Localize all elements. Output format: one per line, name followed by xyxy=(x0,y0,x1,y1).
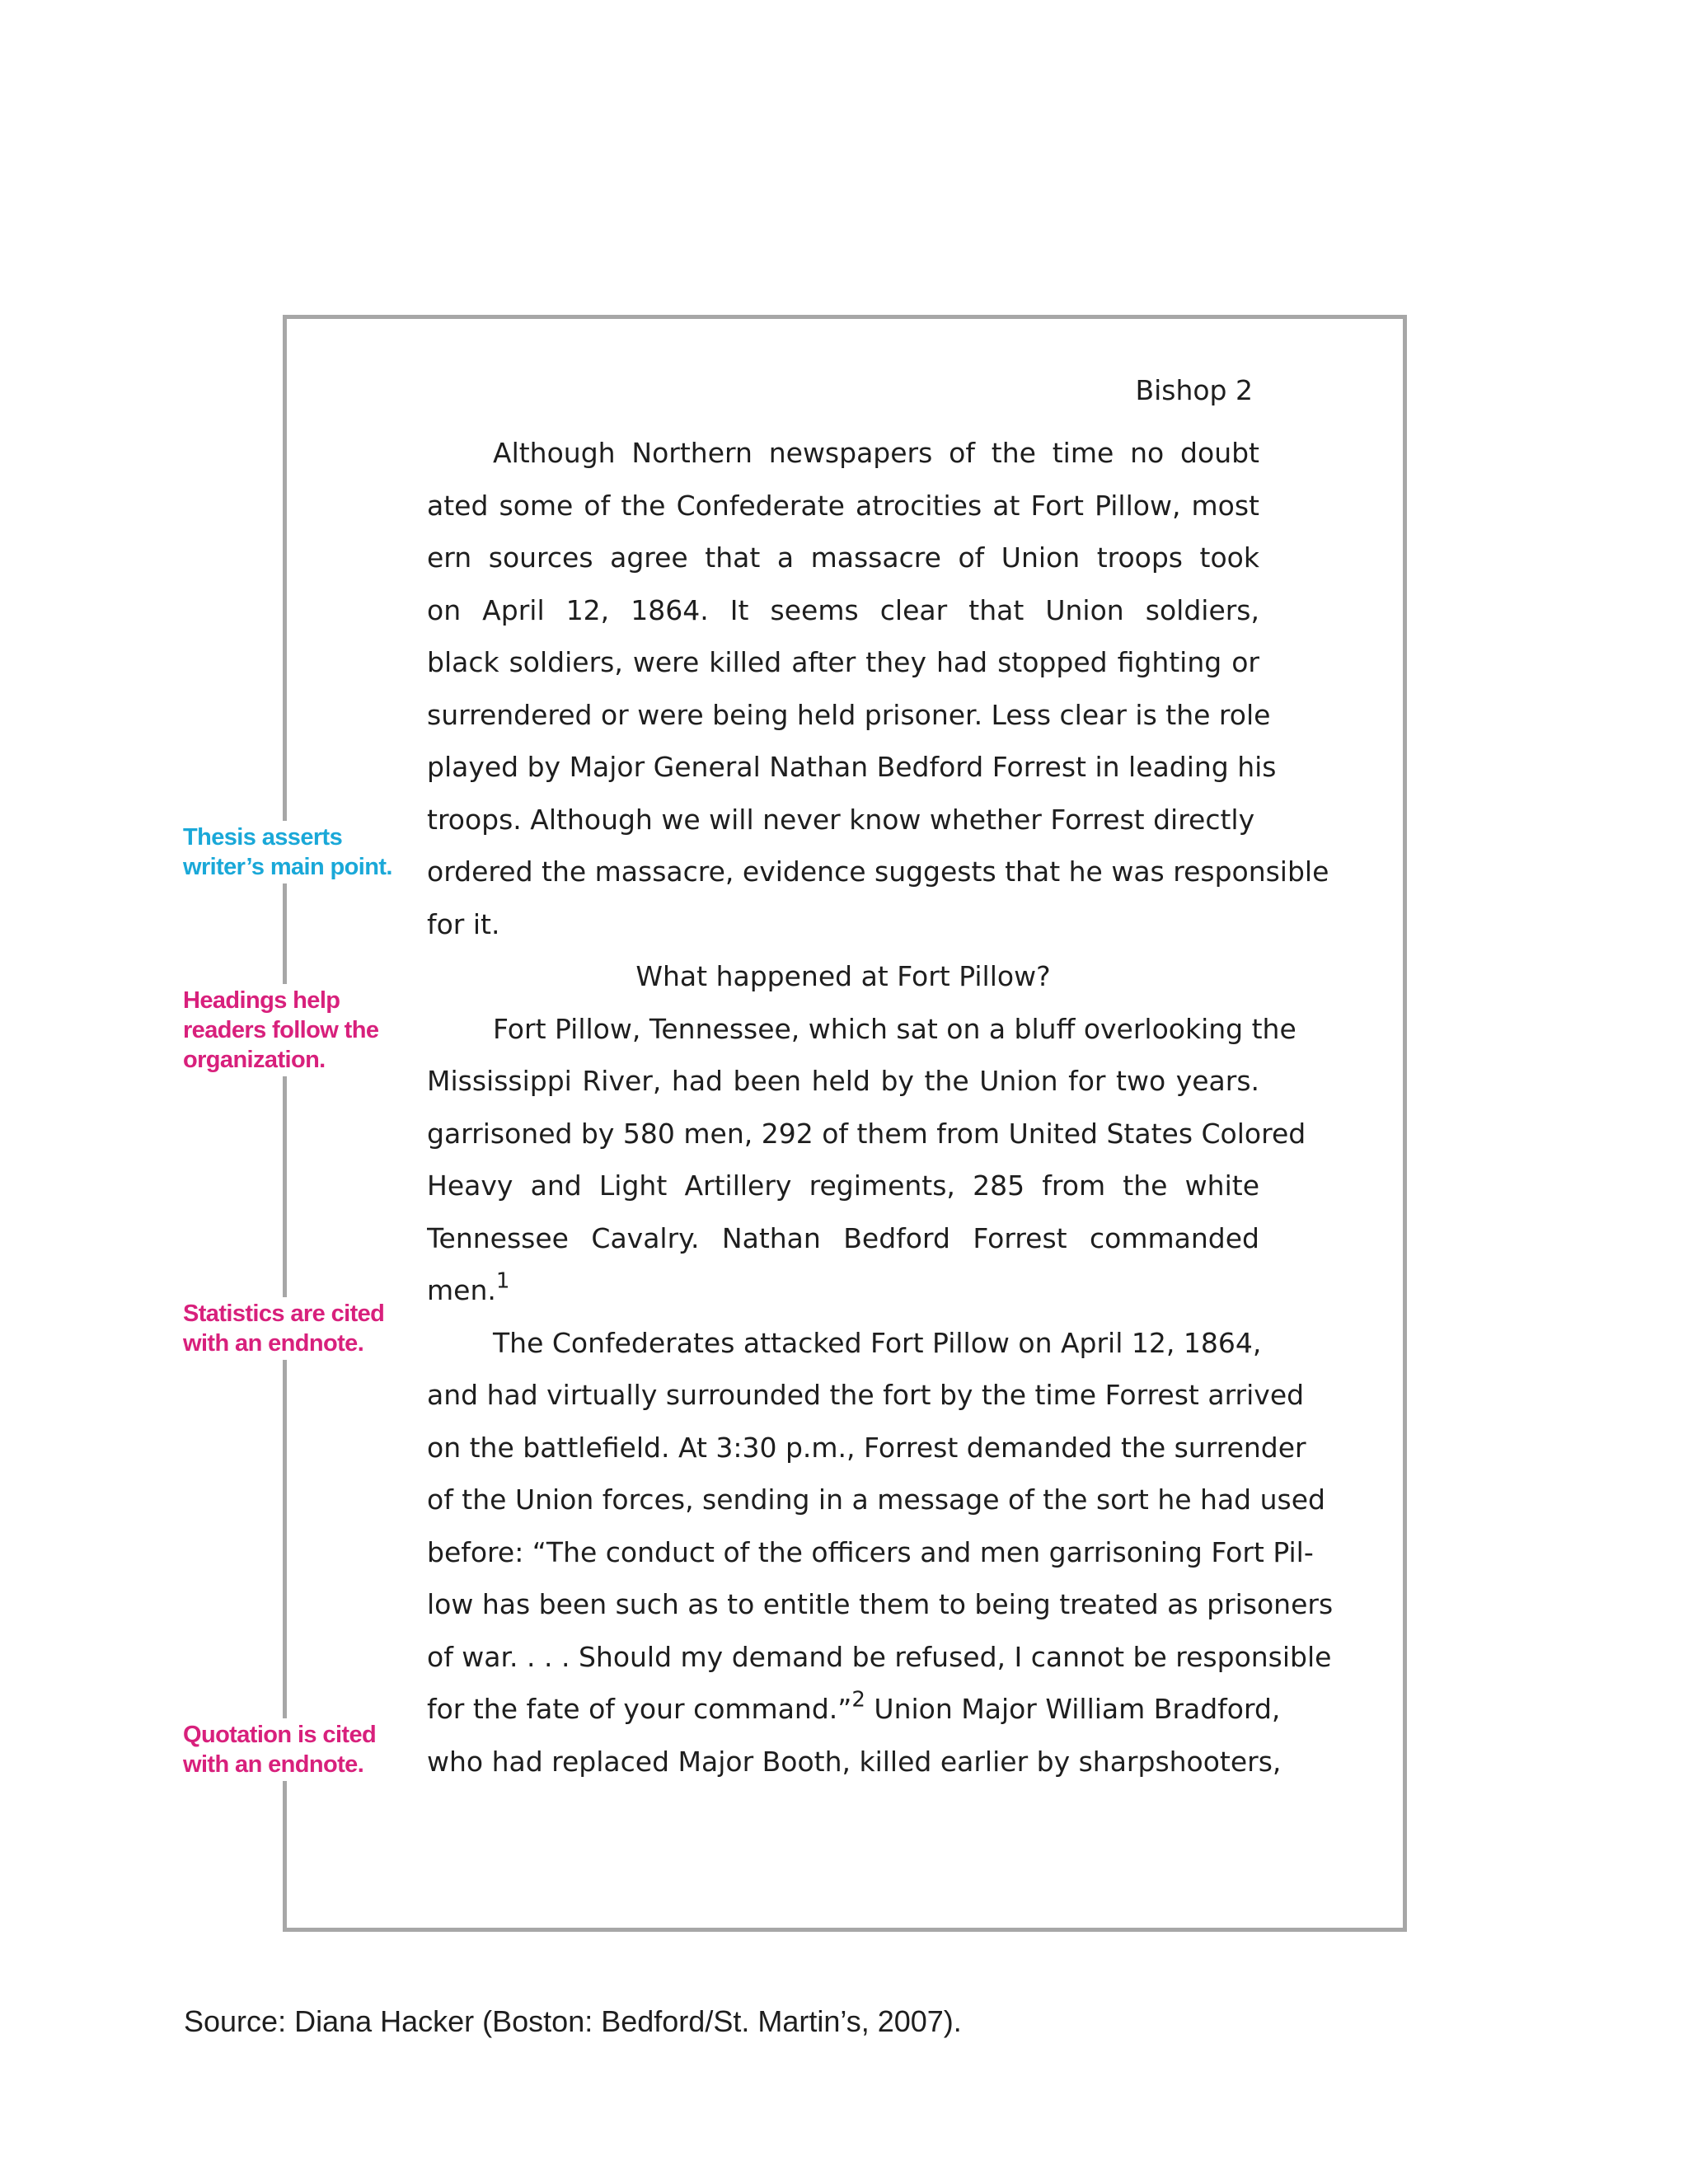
endnote-marker-1: 1 xyxy=(495,1268,510,1294)
annotation-statistics xyxy=(183,1297,389,1360)
body-line xyxy=(427,1683,1281,1736)
body-text: Union Major William Bradford, xyxy=(865,1693,1281,1725)
annotation-line: writer’s main point. xyxy=(183,854,392,880)
body-text: men. xyxy=(427,1274,496,1306)
body-line: and had virtually surrounded the fort by the time Forrest arrived xyxy=(427,1379,1305,1411)
body-line: before: “The conduct of the officers and men garrisoning Fort Pil- xyxy=(427,1535,1314,1568)
body-line: black soldiers, were killed after they had stopped fighting or xyxy=(427,646,1259,678)
body-line: ordered the massacre, evidence suggests that he was responsible xyxy=(427,855,1329,888)
annotation-line: Headings help xyxy=(183,987,340,1014)
running-head: Bishop 2 xyxy=(1135,374,1253,406)
body-line: Fort Pillow, Tennessee, which sat on a bluff overlooking the xyxy=(493,1012,1296,1045)
annotation-line: with an endnote. xyxy=(183,1751,364,1778)
annotation-line: Thesis asserts xyxy=(183,824,343,851)
section-heading: What happened at Fort Pillow? xyxy=(635,960,1051,992)
annotation-line: readers follow the xyxy=(183,1017,379,1043)
body-line: Heavy and Light Artillery regiments, 285 from the white xyxy=(427,1169,1259,1202)
annotation-headings xyxy=(183,984,389,1076)
body-line: of war. . . . Should my demand be refused, I cannot be responsible xyxy=(427,1640,1332,1673)
body-line: Although Northern newspapers of the time no doubt xyxy=(493,437,1259,469)
body-line xyxy=(427,1264,1259,1317)
body-line: on the battlefield. At 3:30 p.m., Forrest demanded the surrender xyxy=(427,1431,1306,1464)
body-line: Tennessee Cavalry. Nathan Bedford Forrest commanded xyxy=(427,1221,1259,1254)
source-caption: Source: Diana Hacker (Boston: Bedford/St. Martin’s, 2007). xyxy=(184,2004,962,2038)
body-line: garrisoned by 580 men, 292 of them from United States Colored xyxy=(427,1117,1306,1150)
body-line: for it. xyxy=(427,907,500,940)
body-line: on April 12, 1864. It seems clear that Union soldiers, xyxy=(427,593,1259,626)
endnote-marker-2: 2 xyxy=(851,1687,865,1713)
body-line: ern sources agree that a massacre of Union troops took xyxy=(427,541,1259,574)
body-line: played by Major General Nathan Bedford Forrest in leading his xyxy=(427,751,1277,783)
body-text: for the fate of your command.” xyxy=(427,1693,852,1725)
manuscript-body xyxy=(427,427,1334,1788)
annotation-line: organization. xyxy=(183,1047,326,1073)
annotation-line: with an endnote. xyxy=(183,1330,364,1357)
manuscript-page xyxy=(283,315,1407,1932)
body-line: troops. Although we will never know whether Forrest directly xyxy=(427,803,1255,836)
annotation-quotation xyxy=(183,1718,389,1781)
body-line: ated some of the Confederate atrocities at Fort Pillow, most xyxy=(427,489,1259,522)
annotation-thesis xyxy=(183,821,392,883)
annotation-line: Statistics are cited xyxy=(183,1301,385,1327)
body-line: who had replaced Major Booth, killed earlier by sharpshooters, xyxy=(427,1745,1282,1778)
annotation-line: Quotation is cited xyxy=(183,1722,377,1748)
body-line: of the Union forces, sending in a message of the sort he had used xyxy=(427,1483,1325,1516)
body-line: Mississippi River, had been held by the Union for two years. xyxy=(427,1065,1259,1097)
body-line: The Confederates attacked Fort Pillow on April 12, 1864, xyxy=(493,1326,1262,1359)
body-line: surrendered or were being held prisoner. Less clear is the role xyxy=(427,698,1271,731)
body-line: low has been such as to entitle them to being treated as prisoners xyxy=(427,1588,1334,1620)
